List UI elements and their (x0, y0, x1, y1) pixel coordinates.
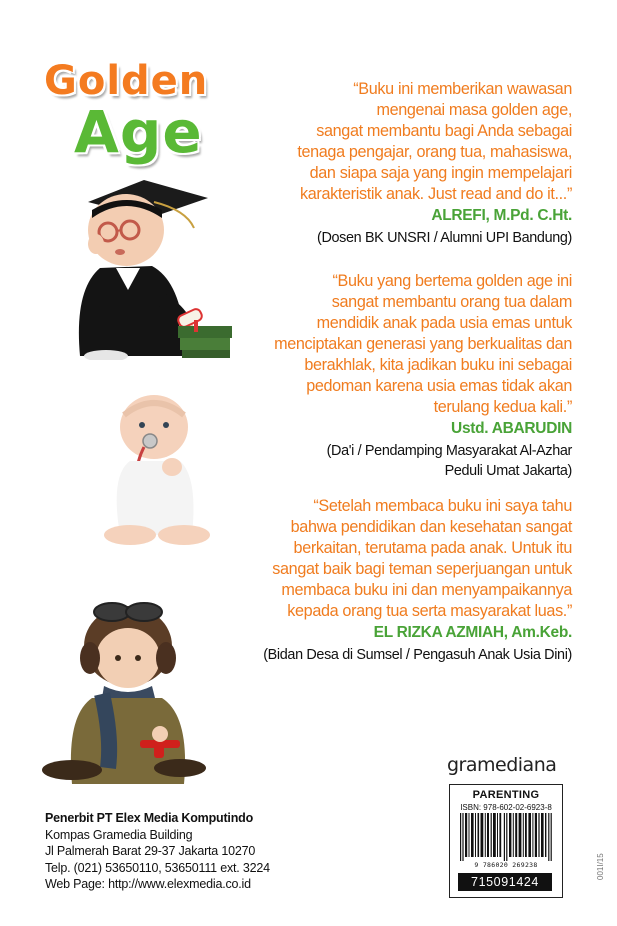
isbn-barcode-box (449, 784, 563, 898)
publisher-address: Jl Palmerah Barat 29-37 Jakarta 10270 (45, 844, 256, 859)
testimonial-role: (Da'i / Pendamping Masyarakat Al-Azhar Peduli Umat Jakarta) (326, 443, 572, 479)
barcode-digits: 9 786020 269238 (474, 861, 538, 869)
publisher-web: Web Page: http://www.elexmedia.co.id (45, 877, 251, 892)
testimonial-alrefi (297, 79, 572, 248)
baby-aviator-photo (32, 598, 222, 788)
category-label: PARENTING (472, 789, 540, 801)
baby-stethoscope-photo (90, 385, 220, 545)
testimonial-role: (Dosen BK UNSRI / Alumni UPI Bandung) (317, 230, 572, 246)
publisher-building: Kompas Gramedia Building (45, 827, 193, 842)
baby-graduate-photo (66, 180, 236, 360)
testimonial-abarudin (274, 271, 572, 481)
testimonial-author: ALREFI, M.Pd. C.Ht. (431, 207, 572, 224)
testimonial-quote: “Buku yang bertema golden age ini sangat membantu orang tua dalam mendidik anak pada usia emas untuk menciptakan generasi yang berkualitas dan berakhlak, kita jadikan buku ini sebagai pedoman karena usia emas tidak akan terulang kedua kali.” (274, 272, 572, 416)
title-age: Age (74, 98, 203, 166)
barcode (458, 813, 554, 861)
product-code: 715091424 (458, 873, 552, 891)
testimonial-quote: “Buku ini memberikan wawasan mengenai masa golden age, sangat membantu bagi Anda sebagai tenaga pengajar, orang tua, mahasiswa, dan siapa saja yang ingin mempelajari karakteristik anak. Just read and do it...” (297, 80, 572, 203)
gramediana-logo: gramediana (447, 754, 557, 776)
side-code: 001I/15 (596, 853, 605, 880)
testimonial-author: EL RIZKA AZMIAH, Am.Keb. (373, 624, 572, 641)
publisher-info (45, 810, 270, 893)
title-golden: Golden (44, 58, 209, 104)
testimonial-quote: “Setelah membaca buku ini saya tahu bahwa pendidikan dan kesehatan sangat berkaitan, terutama pada anak. Untuk itu sangat baik bagi teman seperjuangan untuk membaca buku ini dan menyampaikannya kepada orang tua serta masyarakat luas.” (272, 497, 572, 620)
publisher-name: Penerbit PT Elex Media Komputindo (45, 811, 254, 825)
testimonial-author: Ustd. ABARUDIN (451, 420, 572, 437)
isbn-number: ISBN: 978-602-02-6923-8 (460, 803, 552, 812)
publisher-phone: Telp. (021) 53650110, 53650111 ext. 3224 (45, 860, 270, 875)
book-title-logo (36, 58, 236, 178)
testimonial-role: (Bidan Desa di Sumsel / Pengasuh Anak Usia Dini) (263, 647, 572, 663)
testimonial-el-rizka (263, 496, 572, 665)
